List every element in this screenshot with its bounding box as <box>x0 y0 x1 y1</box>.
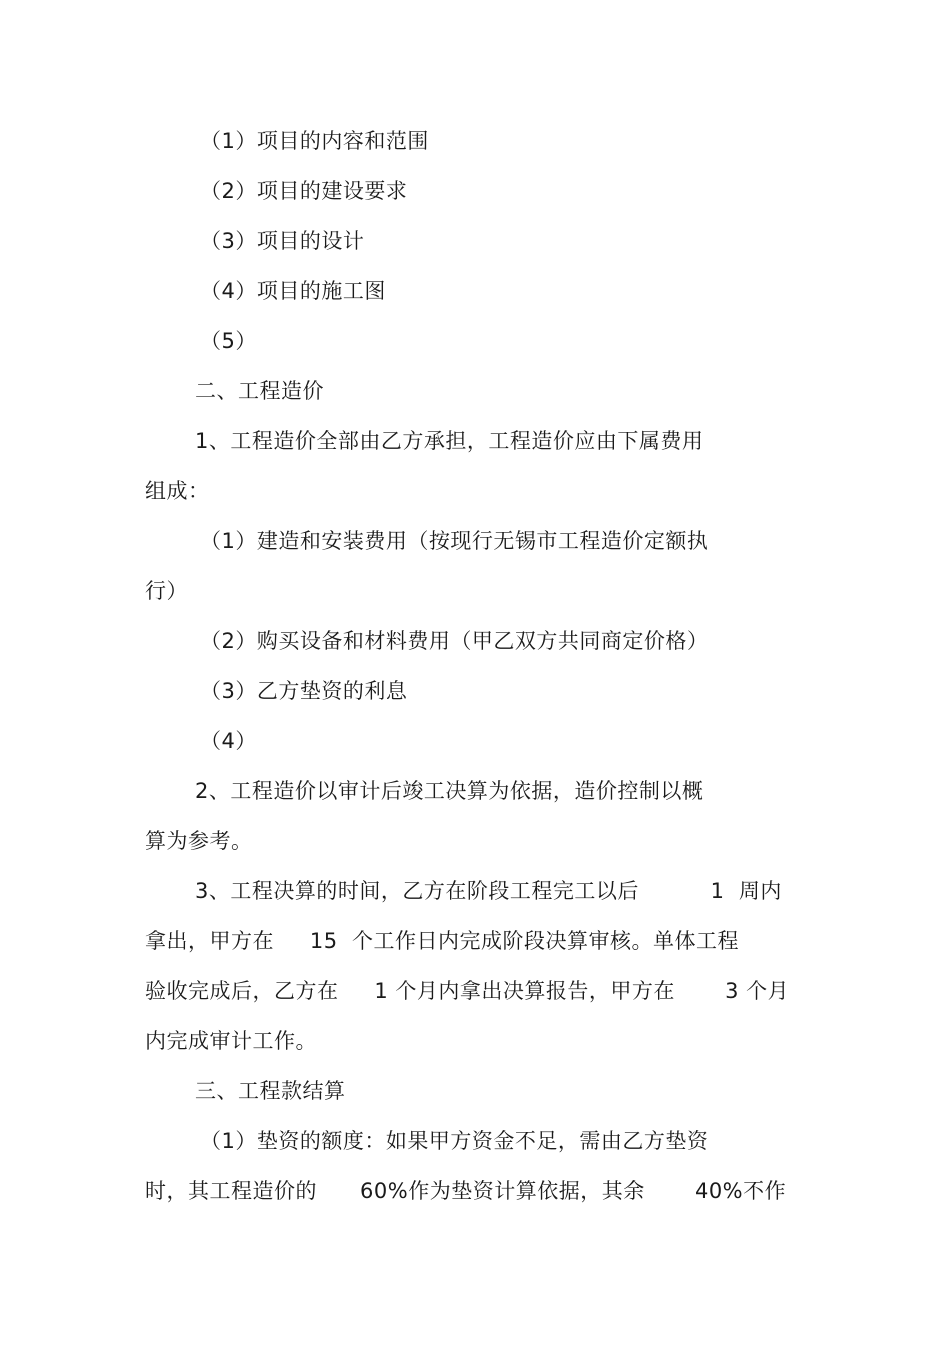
settlement-item-1-line-1: （1）垫资的额度：如果甲方资金不足，需由乙方垫资 <box>200 1129 709 1153</box>
paragraph-cost-3-line-3: 验收完成后，乙方在 1 个月内拿出决算报告，甲方在 3 个月 <box>145 979 790 1003</box>
paragraph-cost-3-line-2: 拿出，甲方在 15 个工作日内完成阶段决算审核。单体工程 <box>145 929 739 953</box>
cost-item-1-line-1: （1）建造和安装费用（按现行无锡市工程造价定额执 <box>200 529 709 553</box>
paragraph-cost-2-line-2: 算为参考。 <box>145 829 253 853</box>
section-heading-payment-settlement: 三、工程款结算 <box>195 1079 346 1103</box>
paragraph-cost-1-line-1: 1、工程造价全部由乙方承担，工程造价应由下属费用 <box>195 429 704 453</box>
item-3-project-design: （3）项目的设计 <box>200 229 365 253</box>
cost-item-3: （3）乙方垫资的利息 <box>200 679 408 703</box>
item-1-project-scope: （1）项目的内容和范围 <box>200 129 429 153</box>
section-heading-project-cost: 二、工程造价 <box>195 379 324 403</box>
paragraph-cost-2-line-1: 2、工程造价以审计后竣工决算为依据，造价控制以概 <box>195 779 704 803</box>
paragraph-cost-1-line-2: 组成： <box>145 479 210 503</box>
item-5-empty: （5） <box>200 329 257 353</box>
cost-item-1-line-2: 行） <box>145 579 188 603</box>
paragraph-cost-3-line-4: 内完成审计工作。 <box>145 1029 317 1053</box>
paragraph-cost-3-line-1: 3、工程决算的时间，乙方在阶段工程完工以后 1 周内 <box>195 879 782 903</box>
settlement-item-1-line-2: 时，其工程造价的 60%作为垫资计算依据，其余 40%不作 <box>145 1179 787 1203</box>
item-4-construction-drawings: （4）项目的施工图 <box>200 279 386 303</box>
item-2-construction-requirements: （2）项目的建设要求 <box>200 179 408 203</box>
cost-item-2: （2）购买设备和材料费用（甲乙双方共同商定价格） <box>200 629 709 653</box>
cost-item-4-empty: （4） <box>200 729 257 753</box>
